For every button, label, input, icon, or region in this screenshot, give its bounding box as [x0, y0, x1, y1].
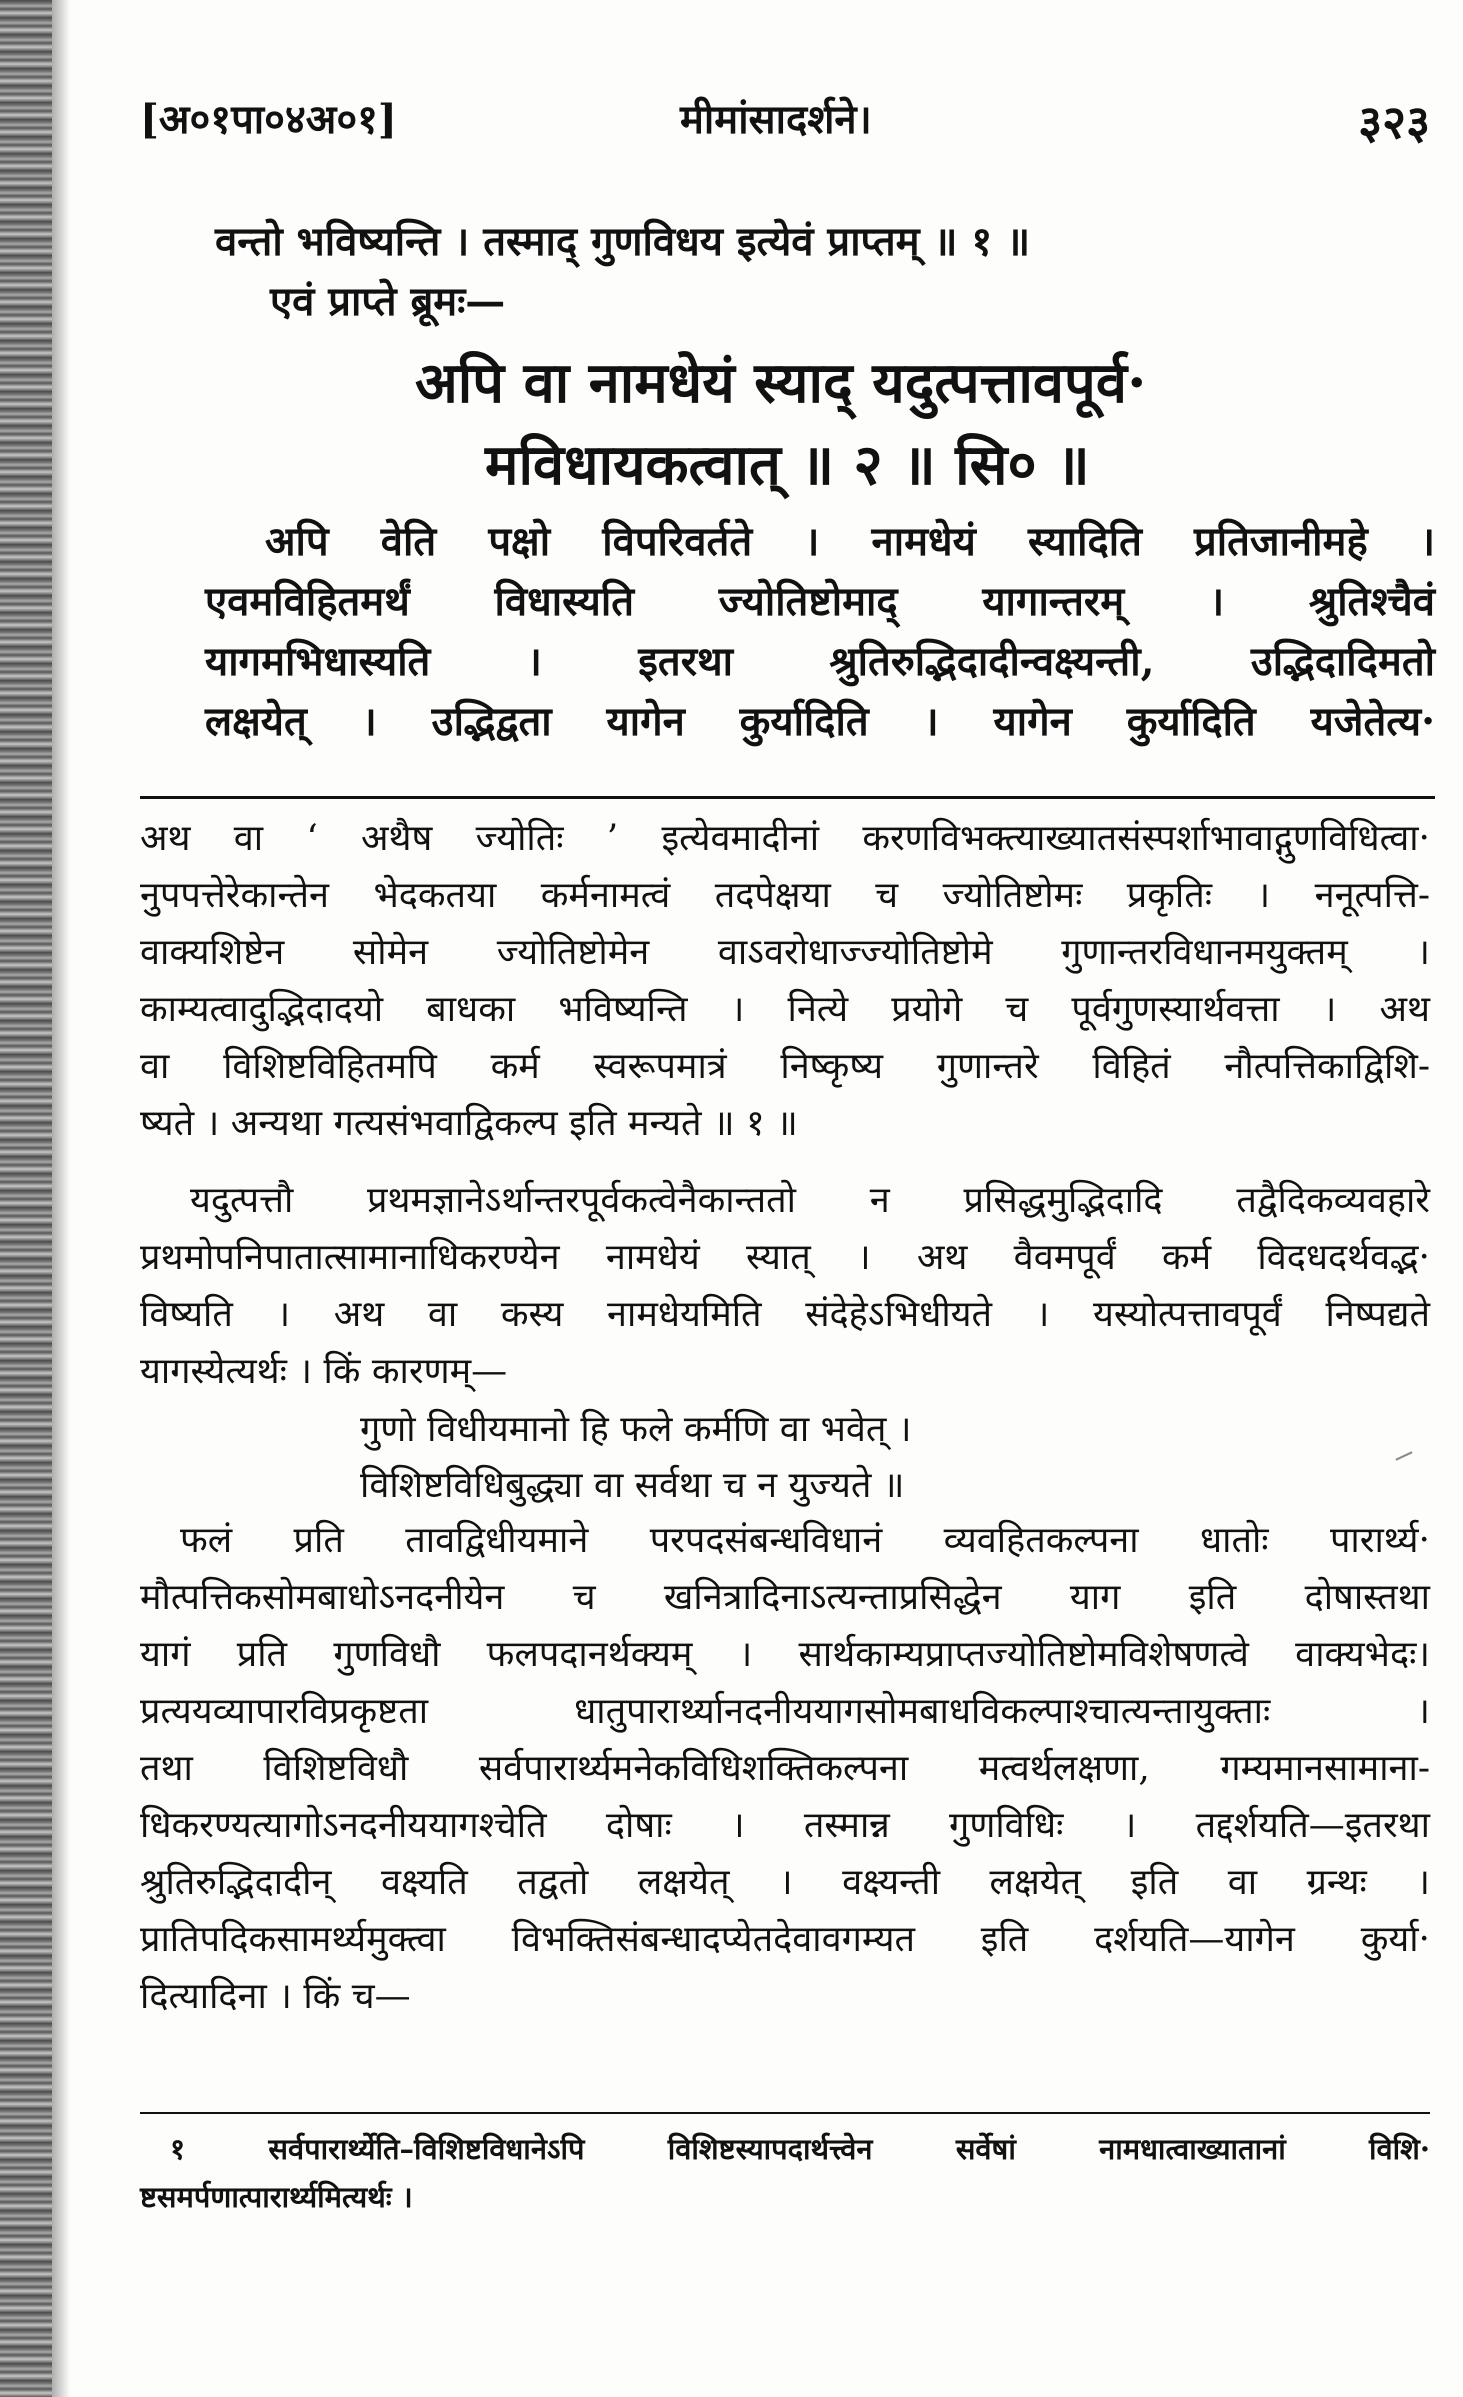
bhashya-line: लक्षयेत् । उद्भिद्वता यागेन कुर्यादिति । यागेन कुर्यादिति यजेतेत्य·: [205, 698, 1435, 745]
running-title: मीमांसादर्शने।: [680, 96, 872, 143]
binding-edge-fade: [52, 0, 70, 2397]
bhashya-block: [205, 512, 1435, 752]
footnote-block: [140, 2125, 1430, 2221]
commentary-line: अथ वा ‘ अथैष ज्योतिः ’ इत्येवमादीनां करणविभक्त्याख्यातसंस्पर्शाभावाद्गुणविधित्वा·: [140, 818, 1430, 859]
footnote-line: ष्टसमर्पणात्पारार्थ्यमित्यर्थः ।: [140, 2180, 413, 2214]
commentary-block-2: [140, 1172, 1430, 1400]
verse-block: [360, 1402, 1260, 1514]
commentary-line: यागस्येत्यर्थः । किं कारणम्—: [140, 1351, 508, 1392]
sutra-block: [205, 342, 1435, 506]
bhashya-line: यागमभिधास्यति । इतरथा श्रुतिरुद्भिदादीन्वक्ष्यन्ती, उद्भिदादिमतो: [205, 638, 1435, 685]
commentary-line: श्रुतिरुद्भिदादीन् वक्ष्यति तद्वतो लक्षयेत् । वक्ष्यन्ती लक्षयेत् इति वा ग्रन्थः ।: [140, 1862, 1430, 1903]
commentary-line: धिकरण्यत्यागोऽनदनीययागश्चेति दोषाः । तस्मान्न गुणविधिः । तद्दर्शयति—इतरथा: [140, 1805, 1430, 1846]
binding-edge-shadow: [0, 0, 52, 2397]
commentary-line: नुपपत्तेरेकान्तेन भेदकतया कर्मनामत्वं तदपेक्षया च ज्योतिष्टोमः प्रकृतिः । ननूत्पत्ति-: [140, 875, 1430, 916]
commentary-block-3: [140, 1512, 1430, 2025]
bhashya-line: एवमविहितमर्थं विधास्यति ज्योतिष्टोमाद् यागान्तरम् । श्रुतिश्चैवं: [205, 578, 1435, 625]
main-text-block: [205, 212, 1435, 332]
commentary-block-1: [140, 810, 1430, 1152]
commentary-line: प्रत्ययव्यापारविप्रकृष्टता धातुपारार्थ्यानदनीययागसोमबाधविकल्पाश्चात्यन्तायुक्ताः ।: [140, 1691, 1430, 1732]
commentary-line: यागं प्रति गुणविधौ फलपदानर्थक्यम् । सार्थकाम्यप्राप्तज्योतिष्टोमविशेषणत्वे वाक्यभेदः।: [140, 1634, 1430, 1675]
page-header: [140, 90, 1430, 160]
main-text-line: एवं प्राप्ते ब्रूमः—: [270, 278, 506, 325]
commentary-line: ष्यते । अन्यथा गत्यसंभवाद्विकल्प इति मन्यते ॥ १ ॥: [140, 1103, 798, 1144]
footnote-divider-rule: [140, 2112, 1430, 2114]
commentary-line: फलं प्रति तावद्विधीयमाने परपदसंबन्धविधानं व्यवहितकल्पना धातोः पारार्थ्य·: [180, 1520, 1430, 1561]
section-reference: [अ०१पा०४अ०१]: [140, 96, 397, 143]
commentary-line: प्रातिपदिकसामर्थ्यमुक्त्वा विभक्तिसंबन्धादप्येतदेवावगम्यत इति दर्शयति—यागेन कुर्या·: [140, 1919, 1430, 1960]
bhashya-divider-rule: [140, 796, 1435, 799]
commentary-line: यदुत्पत्तौ प्रथमज्ञानेऽर्थान्तरपूर्वकत्वेनैकान्ततो न प्रसिद्धमुद्भिदादि तद्वैदिकव्यवहारे: [190, 1180, 1430, 1221]
commentary-line: विष्यति । अथ वा कस्य नामधेयमिति संदेहेऽभिधीयते । यस्योत्पत्तावपूर्वं निष्पद्यते: [140, 1294, 1430, 1335]
commentary-line: दित्यादिना । किं च—: [140, 1976, 411, 2017]
commentary-line: तथा विशिष्टविधौ सर्वपारार्थ्यमनेकविधिशक्तिकल्पना मत्वर्थलक्षणा, गम्यमानसामाना-: [140, 1748, 1430, 1789]
commentary-line: प्रथमोपनिपातात्सामानाधिकरण्येन नामधेयं स्यात् । अथ वैवमपूर्वं कर्म विदधदर्थवद्भ·: [140, 1237, 1430, 1278]
commentary-line: मौत्पत्तिकसोमबाधोऽनदनीयेन च खनित्रादिनाऽत्यन्ताप्रसिद्धेन याग इति दोषास्तथा: [140, 1577, 1430, 1618]
bhashya-line: अपि वेति पक्षो विपरिवर्तते । नामधेयं स्यादिति प्रतिजानीमहे ।: [265, 518, 1435, 565]
verse-line: विशिष्टविधिबुद्ध्या वा सर्वथा च न युज्यते ॥: [360, 1465, 905, 1506]
verse-line: गुणो विधीयमानो हि फले कर्मणि वा भवेत् ।: [360, 1409, 912, 1450]
sutra-line: अपि वा नामधेयं स्याद् यदुत्पत्तावपूर्व·: [415, 350, 1147, 416]
commentary-line: वा विशिष्टविहितमपि कर्म स्वरूपमात्रं निष्कृष्य गुणान्तरे विहितं नौत्पत्तिकाद्विशि-: [140, 1046, 1430, 1087]
sutra-line: मविधायकत्वात् ॥ २ ॥ सि० ॥: [485, 432, 1090, 498]
commentary-line: काम्यत्वादुद्भिदादयो बाधका भविष्यन्ति । नित्ये प्रयोगे च पूर्वगुणस्यार्थवत्ता । अथ: [140, 989, 1430, 1030]
scan-speck: [1395, 1451, 1412, 1460]
page-number: ३२३: [1358, 95, 1430, 149]
footnote-line: १ सर्वपारार्थ्येति–विशिष्टविधानेऽपि विशिष्टस्यापदार्थत्त्वेन सर्वेषां नामधात्वाख्यातानां विशि·: [170, 2132, 1430, 2166]
commentary-line: वाक्यशिष्टेन सोमेन ज्योतिष्टोमेन वाऽवरोधाज्ज्योतिष्टोमे गुणान्तरविधानमयुक्तम् ।: [140, 932, 1430, 973]
main-text-line: वन्तो भविष्यन्ति । तस्माद् गुणविधय इत्येवं प्राप्तम् ॥ १ ॥: [215, 218, 1031, 265]
